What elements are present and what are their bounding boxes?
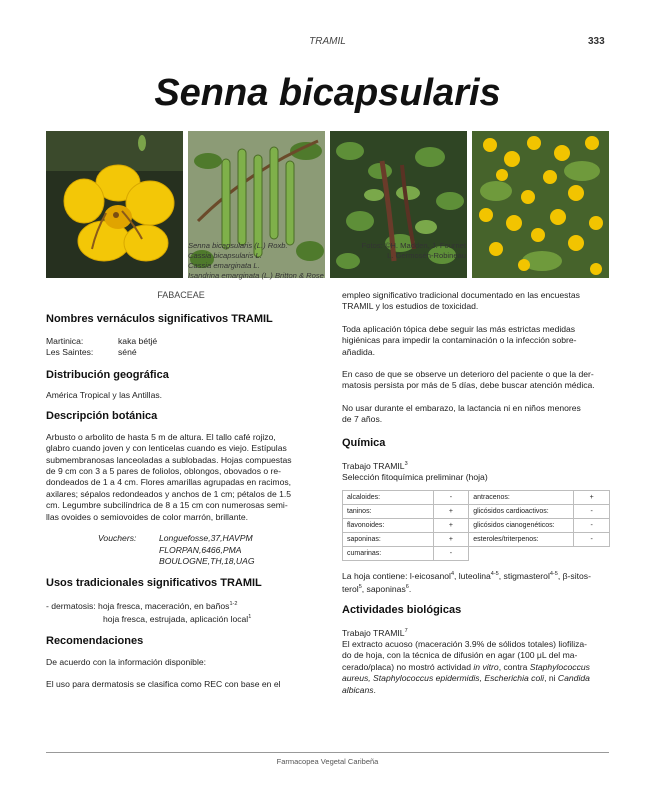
botany-line: de 9 cm con 3 a 5 pares de foliolos, oblongos, obovados o re- <box>46 466 282 477</box>
photo-credits <box>330 241 466 261</box>
vernacular-place: Les Saintes: <box>46 347 94 358</box>
recommendation-rec-cont: empleo significativo tradicional documentado en las encuestas <box>342 290 580 300</box>
text-line: añadida. <box>342 346 375 357</box>
table-row <box>343 504 610 518</box>
text-line: cerado/placa) no mostró actividad in vitro, contra Staphylococcus <box>342 661 590 672</box>
text-line: matosis persista por más de 5 días, debe buscar atención médica. <box>342 380 595 391</box>
credit-line: Fotos: ©H. Madden, J. Fournet <box>361 241 466 250</box>
plant-family: FABACEAE <box>157 290 205 300</box>
table-cell: - <box>433 490 469 504</box>
reference-mark: 6 <box>405 584 409 590</box>
vouchers-label: Vouchers: <box>98 533 137 544</box>
table-cell <box>574 546 610 560</box>
table-cell: - <box>574 532 610 546</box>
table-cell: + <box>574 490 610 504</box>
footer-divider <box>46 752 609 753</box>
text-line: do de hoja, con la técnica de difusión en agar (100 μL del ma- <box>342 650 578 661</box>
heading-activities: Actividades biológicas <box>342 604 462 617</box>
voucher-entry: FLORPAN,6466,PMA <box>159 544 242 555</box>
use-text: - dermatosis: hoja fresca, maceración, en baños <box>46 600 230 611</box>
text-line: El extracto acuoso (maceración 3.9% de sólidos totales) liofiliza- <box>342 638 588 649</box>
text-line: de 7 años. <box>342 414 383 425</box>
table-cell: - <box>574 504 610 518</box>
botany-line: glabro cuando joven y con lenticelas cuando es viejo. Estípulas <box>46 443 287 454</box>
work-label: Trabajo TRAMIL <box>342 627 405 638</box>
botany-line: Arbusto o arbolito de hasta 5 m de altura. El tallo café rojizo, <box>46 431 276 442</box>
heading-botany: Descripción botánica <box>46 410 158 423</box>
text-line: terol$^5$, saponinas$^6$. <box>342 583 412 594</box>
activities-text <box>342 639 610 696</box>
activities-work <box>342 626 610 639</box>
table-cell: glicósidos cardioactivos: <box>469 504 574 518</box>
use-line <box>46 612 316 625</box>
text-line: No usar durante el embarazo, la lactancia ni en niños menores <box>342 402 581 413</box>
botany-line: dondeados de 1 a 4 cm. Flores amarillas agrupadas en racimos, <box>46 477 292 488</box>
left-column <box>46 290 316 690</box>
vernacular-place: Martinica: <box>46 335 84 346</box>
phytochemical-table <box>342 490 610 561</box>
recommendation-rec: El uso para dermatosis se clasifica como REC con base en el <box>46 678 281 689</box>
voucher-entry: BOULOGNE,TH,18,UAG <box>159 555 255 566</box>
chemistry-work <box>342 459 610 472</box>
use-line <box>46 599 316 612</box>
vernacular-name: kaka bétjé <box>118 335 158 346</box>
page-title: Senna bicapsularis <box>154 72 501 114</box>
use-text: hoja fresca, estrujada, aplicación local <box>103 613 249 624</box>
footer-text: Farmacopea Vegetal Caribeña <box>276 757 379 766</box>
chemistry-subtitle: Selección fitoquímica preliminar (hoja) <box>342 472 488 483</box>
vernacular-row <box>46 336 316 347</box>
table-cell: + <box>433 532 469 546</box>
table-cell: + <box>433 504 469 518</box>
reference-mark: 5 <box>358 584 362 590</box>
vernacular-list <box>46 336 316 359</box>
reference-mark: 1 <box>248 613 252 620</box>
reference-mark: 4-5 <box>490 570 499 577</box>
heading-recommendations: Recomendaciones <box>46 635 144 648</box>
caption-line: Senna bicapsularis (L.) Roxb. <box>188 241 288 250</box>
botany-line: axilares; sépalos redondeados y anchos de 1 cm; pétalos de 1.5 <box>46 488 292 499</box>
reference-mark: 4 <box>450 570 454 577</box>
voucher-entry: Longuefosse,37,HAVPM <box>159 533 253 544</box>
table-cell: cumarinas: <box>343 546 434 560</box>
table-cell: - <box>574 518 610 532</box>
table-cell: glicósidos cianogenéticos: <box>469 518 574 532</box>
recommendation-hygiene <box>342 324 610 358</box>
photo-caption-synonyms <box>188 241 348 281</box>
text-line: La hoja contiene: l-eicosanol$^4$, luteolina$^{4-5}$, stigmasterol$^{4-5}$, β-sitos- <box>342 570 591 581</box>
botany-text <box>46 432 316 523</box>
botany-line: cm. Legumbre subcilíndrica de 8 a 15 cm con numerosas semi- <box>46 500 288 511</box>
table-row <box>343 518 610 532</box>
work-label: Trabajo TRAMIL <box>342 460 405 471</box>
text-line: aureus, Staphylococcus epidermidis, Escherichia coli, ni Candida <box>342 673 590 684</box>
table-cell: flavonoides: <box>343 518 434 532</box>
reference-mark: 4-5 <box>549 570 558 577</box>
heading-distribution: Distribución geográfica <box>46 368 169 381</box>
text-line: Toda aplicación tópica debe seguir las más estrictas medidas <box>342 323 576 334</box>
table-cell: alcaloides: <box>343 490 434 504</box>
table-row <box>343 532 610 546</box>
recommendation-intro: De acuerdo con la información disponible: <box>46 657 207 668</box>
heading-uses: Usos tradicionales significativos TRAMIL <box>46 577 262 590</box>
table-row <box>343 490 610 504</box>
photo-flowering-shrub <box>472 131 609 278</box>
reference-mark: 3 <box>404 461 408 468</box>
botany-line: llas ovoides o semiovoides de color marrón, brillante. <box>46 511 249 522</box>
heading-vernacular: Nombres vernáculos significativos TRAMIL <box>46 313 273 326</box>
table-cell: antracenos: <box>469 490 574 504</box>
table-cell: - <box>433 546 469 560</box>
heading-chemistry: Química <box>342 436 386 449</box>
page-number: 333 <box>588 36 605 47</box>
table-cell <box>469 546 574 560</box>
photo-flower-closeup <box>46 131 183 278</box>
vernacular-name: séné <box>118 347 137 358</box>
recommendation-medical <box>342 369 610 392</box>
table-cell: + <box>433 518 469 532</box>
caption-line: Cassia bicapsularis L. <box>188 251 262 260</box>
recommendation-rec-cont: TRAMIL y los estudios de toxicidad. <box>342 301 479 312</box>
running-header: TRAMIL <box>309 36 346 47</box>
table-row <box>343 546 610 560</box>
text-line: higiénicas para impedir la contaminación o la infección sobre- <box>342 335 577 346</box>
reference-mark: 1-2 <box>229 600 238 607</box>
table-cell: esteroles/triterpenos: <box>469 532 574 546</box>
text-line: albicans. <box>342 684 376 695</box>
credit-line: L. Germosén-Robineau <box>387 251 466 260</box>
vernacular-row <box>46 347 316 358</box>
caption-line: Cassia emarginata L. <box>188 261 260 270</box>
distribution-text: América Tropical y las Antillas. <box>46 390 163 401</box>
table-cell: taninos: <box>343 504 434 518</box>
right-column <box>342 290 610 696</box>
vouchers <box>46 533 316 569</box>
text-line: En caso de que se observe un deterioro del paciente o que la der- <box>342 369 594 380</box>
leaf-compounds <box>342 569 610 596</box>
botany-line: submembranosas lanceoladas a sublobadas. Hojas compuestas <box>46 454 292 465</box>
reference-mark: 7 <box>404 627 408 634</box>
uses-text <box>46 599 316 626</box>
caption-line: Isandrina emarginata (L.) Britton & Rose <box>188 271 324 280</box>
recommendation-pregnancy <box>342 403 610 426</box>
table-cell: saponinas: <box>343 532 434 546</box>
